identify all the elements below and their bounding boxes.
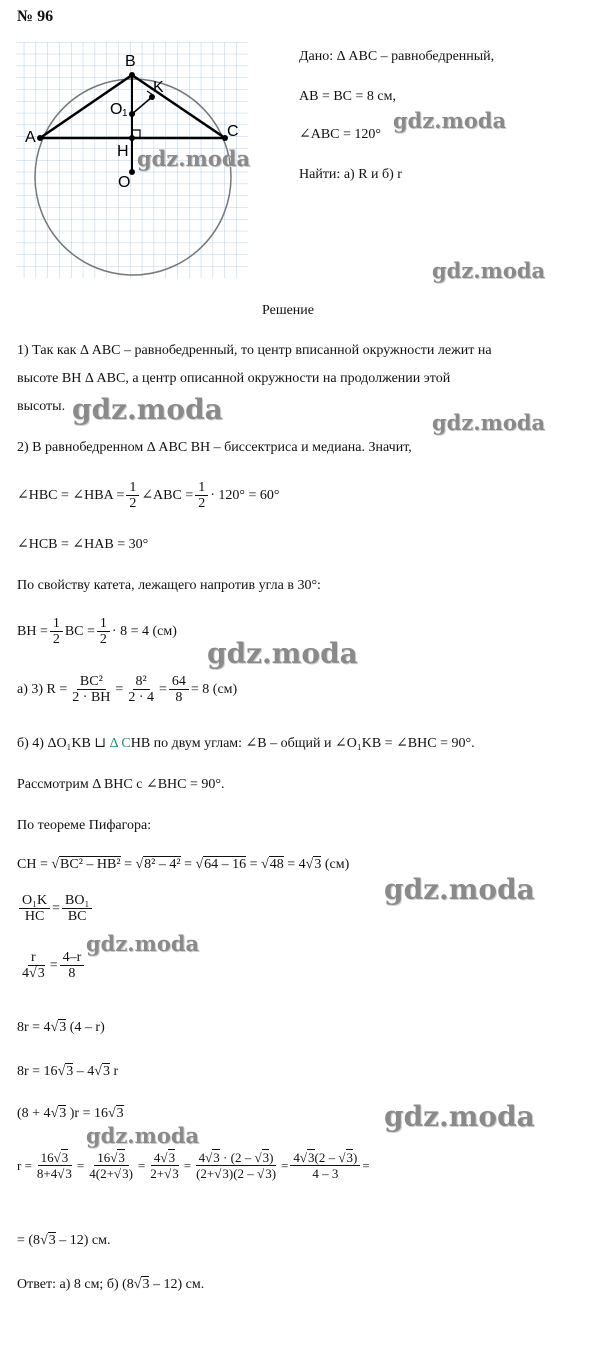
text-span: 8² – 4² bbox=[144, 857, 181, 872]
consider-line: Рассмотрим Δ BHC с ∠BHC = 90°. bbox=[17, 777, 225, 792]
text-span: – 4 bbox=[73, 1064, 95, 1079]
watermark: gdz.moda bbox=[393, 108, 507, 133]
text-span: = bbox=[246, 857, 262, 872]
watermark: gdz.moda bbox=[432, 258, 546, 283]
given-find: Найти: а) R и б) r bbox=[299, 167, 402, 182]
eq-collect-line: (8 + 4√3 )r = 16√3 bbox=[17, 1106, 124, 1121]
point-b bbox=[129, 72, 135, 78]
text-span: 3 bbox=[308, 1150, 315, 1165]
watermark: gdz.moda bbox=[137, 146, 251, 171]
numerator: 4–r bbox=[60, 950, 85, 966]
text-span: = bbox=[137, 1157, 146, 1173]
text-span: BH = bbox=[17, 623, 48, 639]
eq-expand-line: 8r = 16√3 – 4√3 r bbox=[17, 1064, 119, 1079]
text-span: = bbox=[180, 857, 196, 872]
step1-line1: 1) Так как Δ ABC – равнобедренный, то центр вписанной окружности лежит на bbox=[17, 343, 492, 358]
text-span: 3 bbox=[48, 1233, 56, 1248]
point-o1 bbox=[129, 111, 135, 117]
text-span: = bbox=[76, 1157, 85, 1173]
text-span: 16 bbox=[97, 1150, 111, 1165]
text-span: (2 – bbox=[314, 1150, 339, 1165]
denominator: 2 · BH bbox=[72, 690, 111, 705]
text-span: 8r = 4 bbox=[17, 1020, 51, 1035]
eq-8r-line: 8r = 4√3 (4 – r) bbox=[17, 1020, 105, 1035]
denominator: 8 bbox=[175, 690, 183, 705]
ch-line: CH = √BC² – HB² = √8² – 4² = √64 – 16 = √48 = 4√3 (см) bbox=[17, 857, 350, 872]
fraction bbox=[86, 1150, 136, 1181]
text-span: 4 bbox=[198, 1150, 206, 1165]
numerator: 4√3(2 – √3) bbox=[290, 1150, 360, 1166]
numerator: 1 bbox=[126, 480, 139, 496]
text-span: ∠HBC = ∠HBA = bbox=[17, 487, 125, 503]
text-span: 3 bbox=[102, 1064, 110, 1079]
fraction-half bbox=[126, 480, 139, 511]
bh-line bbox=[17, 616, 177, 647]
text-span: BC = bbox=[64, 623, 95, 639]
text-span: 3 bbox=[118, 1150, 125, 1165]
text-span: 3 bbox=[314, 857, 322, 872]
fraction-half bbox=[195, 480, 208, 511]
text-span: = bbox=[49, 957, 58, 973]
result-line: = (8√3 – 12) см. bbox=[17, 1233, 111, 1248]
numerator: 16√3 bbox=[38, 1150, 72, 1166]
fraction bbox=[34, 1150, 75, 1181]
text-span: 8+4 bbox=[36, 1166, 58, 1181]
label-a: A bbox=[25, 129, 36, 146]
step2: 2) В равнобедренном Δ ABC BH – биссектриса и медиана. Значит, bbox=[17, 440, 412, 455]
label-k: K bbox=[153, 79, 164, 96]
step1-line3: высоты. bbox=[17, 399, 66, 414]
text-span: (8 + 4 bbox=[17, 1106, 51, 1121]
label-o1: O bbox=[110, 101, 123, 118]
point-a bbox=[37, 135, 43, 141]
given-line-1: Дано: Δ ABC – равнобедренный, bbox=[299, 49, 495, 64]
text-span: ) bbox=[128, 1166, 133, 1181]
fraction-half bbox=[50, 616, 63, 647]
text-span: 3 bbox=[61, 1150, 69, 1165]
text-span: ) bbox=[269, 1150, 274, 1165]
text-span: )(2 – bbox=[228, 1166, 258, 1181]
text-span: 3 bbox=[262, 1150, 270, 1165]
text-span: 3 bbox=[66, 1064, 74, 1079]
property-line: По свойству катета, лежащего напротив угла в 30°: bbox=[17, 578, 321, 593]
pythagoras-line: По теореме Пифагора: bbox=[17, 818, 152, 833]
numerator: 4√3 bbox=[151, 1150, 178, 1166]
r-formula-line bbox=[17, 674, 237, 705]
denominator: HC bbox=[24, 909, 45, 924]
text-span: б) 4) ΔO₁KB ⊔ bbox=[17, 736, 110, 751]
denominator: BC bbox=[67, 909, 87, 924]
fraction bbox=[169, 674, 189, 705]
text-span: 3 bbox=[142, 1277, 150, 1292]
text-span: = 4 bbox=[283, 857, 306, 872]
label-c: C bbox=[227, 123, 239, 140]
numerator: 64 bbox=[169, 674, 189, 690]
numerator: 4√3 · (2 – √3) bbox=[196, 1150, 277, 1166]
text-span: 64 – 16 bbox=[204, 857, 247, 872]
text-span: 3 bbox=[65, 1166, 72, 1181]
text-span: 2+ bbox=[150, 1166, 165, 1181]
text-span: а) 3) R = bbox=[17, 681, 68, 697]
text-span: = (8 bbox=[17, 1233, 41, 1248]
numerator: 1 bbox=[195, 480, 208, 496]
text-span: 3 bbox=[172, 1166, 179, 1181]
watermark: gdz.moda bbox=[432, 410, 546, 435]
label-b: B bbox=[125, 53, 136, 70]
text-span: r bbox=[109, 1064, 119, 1079]
numerator: 16√3 bbox=[94, 1150, 128, 1166]
text-span: r = bbox=[17, 1157, 32, 1173]
similarity-line bbox=[17, 735, 475, 753]
text-span: 3 bbox=[59, 1020, 67, 1035]
angles-hcb-line: ∠HCB = ∠HAB = 30° bbox=[17, 537, 149, 552]
watermark: gdz.moda bbox=[72, 393, 223, 426]
watermark: gdz.moda bbox=[384, 1100, 535, 1133]
text-span: (2+ bbox=[196, 1166, 215, 1181]
text-span: 3 bbox=[222, 1166, 229, 1181]
ratio-line bbox=[17, 893, 94, 924]
numerator: 1 bbox=[97, 616, 110, 632]
text-span: = bbox=[183, 1157, 192, 1173]
solution-heading: Решение bbox=[262, 303, 315, 318]
watermark: gdz.moda bbox=[86, 931, 200, 956]
numerator: 8² bbox=[133, 674, 150, 690]
text-span: · 8 = 4 (см) bbox=[111, 623, 177, 639]
text-span: ) bbox=[353, 1150, 358, 1165]
label-o1-subscript: 1 bbox=[122, 108, 128, 119]
denominator: 8+4√3 bbox=[36, 1166, 72, 1181]
numerator: 1 bbox=[50, 616, 63, 632]
fraction bbox=[19, 893, 50, 924]
text-span: BC² – HB² bbox=[60, 857, 121, 872]
text-span: = bbox=[120, 857, 136, 872]
answer-line: Ответ: а) 8 см; б) (8√3 – 12) см. bbox=[17, 1277, 205, 1292]
text-span: (см) bbox=[321, 857, 350, 872]
text-span: – 12) см. bbox=[55, 1233, 111, 1248]
text-span: 3 bbox=[265, 1166, 272, 1181]
text-span: 4 bbox=[153, 1150, 161, 1165]
watermark: gdz.moda bbox=[384, 873, 535, 906]
fraction-half bbox=[97, 616, 110, 647]
denominator: 4(2+√3) bbox=[89, 1166, 133, 1181]
text-span: = bbox=[158, 681, 167, 697]
text-span: HB по двум углам: ∠B – общий и ∠O₁KB = ∠BHC = 90°. bbox=[130, 736, 475, 751]
text-span: Ответ: а) 8 см; б) (8 bbox=[17, 1277, 134, 1292]
fraction bbox=[290, 1150, 360, 1181]
text-span: 3 bbox=[37, 966, 45, 981]
denominator: 8 bbox=[68, 966, 76, 981]
watermark: gdz.moda bbox=[86, 1123, 200, 1148]
text-span: CH = bbox=[17, 857, 52, 872]
denominator: 2 bbox=[99, 632, 107, 647]
denominator: 2+√3 bbox=[150, 1166, 179, 1181]
text-span: 16 bbox=[40, 1150, 54, 1165]
step1-line2: высоте BH Δ ABC, а центр описанной окружности на продолжении этой bbox=[17, 371, 451, 386]
fraction bbox=[19, 950, 48, 981]
numerator: BO₁ bbox=[62, 893, 92, 909]
problem-number: № 96 bbox=[17, 8, 54, 25]
text-span: ) bbox=[271, 1166, 277, 1181]
text-span: )r = 16 bbox=[66, 1106, 108, 1121]
text-span: 3 bbox=[168, 1150, 176, 1165]
denominator: 2 bbox=[52, 632, 60, 647]
text-span: Δ C bbox=[109, 736, 131, 751]
text-span: 3 bbox=[116, 1106, 124, 1121]
text-span: ∠ABC = bbox=[141, 487, 194, 503]
text-span: 3 bbox=[213, 1150, 220, 1165]
point-h bbox=[129, 135, 135, 141]
text-span: · 120° = 60° bbox=[210, 487, 280, 503]
text-span: = bbox=[52, 900, 61, 916]
fraction bbox=[125, 674, 157, 705]
given-line-3: ∠ABC = 120° bbox=[299, 127, 382, 142]
fraction bbox=[193, 1150, 279, 1181]
label-h: H bbox=[117, 143, 129, 160]
text-span: = 8 (см) bbox=[190, 681, 238, 697]
text-span: 48 bbox=[269, 857, 284, 872]
given-line-2: AB = BC = 8 см, bbox=[299, 89, 396, 104]
denominator: 4 – 3 bbox=[312, 1166, 339, 1181]
text-span: 3 bbox=[346, 1150, 354, 1165]
numerator: BC² bbox=[77, 674, 106, 690]
text-span: = bbox=[115, 681, 124, 697]
text-span: 4 bbox=[293, 1150, 300, 1165]
text-span: 8r = 16 bbox=[17, 1064, 58, 1079]
denominator: 2 · 4 bbox=[128, 690, 154, 705]
text-span: 4(2+ bbox=[89, 1166, 114, 1181]
text-span: 4 bbox=[22, 966, 29, 981]
label-o: O bbox=[118, 174, 131, 191]
denominator: 2 bbox=[198, 496, 206, 511]
denominator: (2+√3)(2 – √3) bbox=[196, 1166, 277, 1181]
text-span: – 12) см. bbox=[149, 1277, 205, 1292]
fraction bbox=[62, 893, 92, 924]
text-span: 3 bbox=[122, 1166, 129, 1181]
fraction bbox=[60, 950, 85, 981]
denominator: 2 bbox=[129, 496, 137, 511]
numerator: r bbox=[28, 950, 39, 966]
text-span: 3 bbox=[59, 1106, 67, 1121]
text-span: = bbox=[362, 1157, 370, 1173]
denominator: 4√3 bbox=[22, 966, 45, 981]
numerator: O₁K bbox=[19, 893, 50, 909]
r-final-chain bbox=[17, 1150, 370, 1181]
text-span: · (2 – bbox=[219, 1150, 255, 1165]
proportion-line bbox=[17, 950, 86, 981]
watermark: gdz.moda bbox=[207, 637, 358, 670]
text-span: (4 – r) bbox=[66, 1020, 105, 1035]
fraction bbox=[69, 674, 113, 705]
fraction bbox=[147, 1150, 181, 1181]
angles-hbc-line bbox=[17, 480, 280, 511]
text-span: = bbox=[281, 1157, 289, 1173]
